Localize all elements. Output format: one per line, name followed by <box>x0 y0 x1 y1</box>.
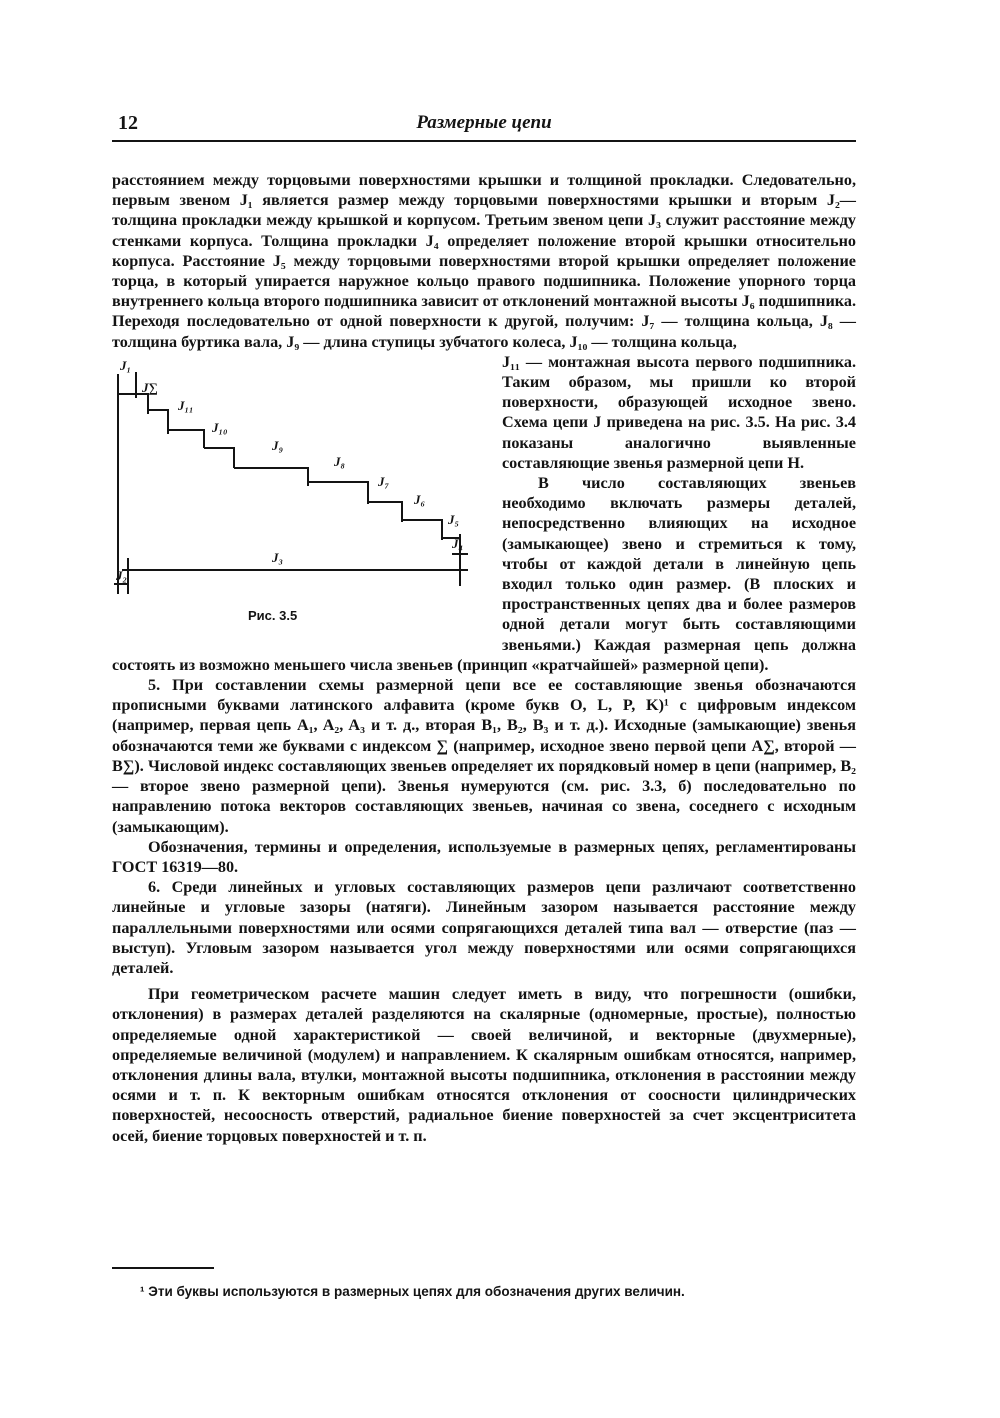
paragraph-3: 5. При составлении схемы размерной цепи все ее составляющие звенья обозначаются прописными буквами латинского алфавита (кроме букв O, L, P, K)¹ с цифровым индексом (например, первая цепь A₁, A₂, A₃ и т. д., вторая B₁, B₂, B₃ и т. д.). Исходные (замыкающие) звенья обозначаются теми же буквами с индексом ∑ (например, исходное звено первой цепи A∑, второй — B∑). Числовой индекс составляющих звеньев определяет их порядковый номер в цепи (например, B₂ — второе звено размерной цепи). Звенья нумеруются (см. рис. 3.3, б) последовательно по направлению потока векторов составляющих звеньев, начиная со звена, соседнего с исходным (замыкающим). <box>112 676 856 836</box>
footnote: ¹ Эти буквы используются в размерных цепях для обозначения других величин. <box>140 1284 685 1299</box>
dimension-chain-diagram <box>112 358 488 633</box>
paragraph-1a: расстоянием между торцовыми поверхностями крышки и толщиной прокладки. Следовательно, первым звеном J₁ является размер между торцовыми поверхностями крышки и вторым J₂—толщина прокладки между крышкой и корпусом. Третьим звеном цепи J₃ служит расстояние между стенками корпуса. Толщина прокладки J₄ определяет положение второй крышки относительно корпуса. Расстояние J₅ между торцовыми поверхностями второй крышки определяет положение торца, в который упирается наружное кольцо правого подшипника. Положение упорного торца внутреннего кольца второго подшипника зависит от отклонений монтажной высоты J₆ подшипника. Переходя последовательно от одной поверхности к другой, получим: J₇ — толщина кольца, J₈ — толщина буртика вала, J₉ — длина ступицы зубчатого колеса, J₁₀ — толщина кольца, <box>112 171 856 351</box>
page-header <box>112 112 856 142</box>
chain-lines <box>114 372 468 594</box>
footnote-rule <box>112 1267 214 1269</box>
label-jsum: J∑ <box>142 379 158 395</box>
body-text <box>112 170 856 1146</box>
paragraph-6: При геометрическом расчете машин следует иметь в виду, что погрешности (ошибки, отклонения) в размерах деталей разделяются на скалярные (одномерные, простые), полностью определяемые одной характеристикой — своей величиной, и векторные (двухмерные), определяемые величиной (модулем) и направлением. К скалярным ошибкам относятся, например, отклонения длины вала, втулки, монтажной высоты подшипника, отклонения в расстоянии между осями и т. п. К векторным ошибкам относятся отклонения от соосности цилиндрических поверхностей, несоосность отверстий, радиальное биение поверхностей за счет эксцентриситета осей, биение торцовых поверхностей и т. п. <box>112 985 856 1145</box>
label-j8: J₈ <box>334 453 346 469</box>
label-j2: J₂ <box>116 567 128 583</box>
label-j10: J₁₀ <box>212 419 228 435</box>
label-j11: J₁₁ <box>178 397 194 413</box>
label-j4: J₄ <box>452 535 464 551</box>
paragraph-4: Обозначения, термины и определения, используемые в размерных цепях, регламентированы ГОСТ 16319—80. <box>112 837 856 876</box>
label-j1: J₁ <box>120 357 132 373</box>
paragraph-1b: J₁₁ — монтажная высота первого подшипника. Таким образом, мы пришли ко второй поверхности, образующей исходное звено. Схема цепи J приведена на рис. 3.5. На рис. 3.4 показаны аналогично выявленные составляющие звенья размерной цепи H. <box>502 352 856 472</box>
label-j7: J₇ <box>378 473 390 489</box>
chain-labels <box>115 358 463 623</box>
header-rule <box>112 140 856 142</box>
figure-3-5 <box>112 358 488 633</box>
running-title: Размерные цепи <box>416 112 552 133</box>
label-j9: J₉ <box>272 437 284 453</box>
label-j3: J₃ <box>272 549 284 565</box>
paragraph-5: 6. Среди линейных и угловых составляющих размеров цепи различают соответственно линейные и угловые зазоры (натяги). Линейным зазором называется расстояние между параллельными поверхностями или осями сопрягающихся деталей типа вал — отверстие (паз — выступ). Угловым зазором называется угол между поверхностями или осями сопрягающихся деталей. <box>112 878 856 977</box>
figure-caption: Рис. 3.5 <box>248 607 298 623</box>
label-j6: J₆ <box>414 491 426 507</box>
page-number: 12 <box>118 112 138 134</box>
paragraph-2: В число составляющих звеньев необходимо включать размеры деталей, непосредственно влияющих на исходное (замыкающее) звено и стремиться к тому, чтобы от каждой детали в линейную цепь входил только один размер. (В плоских и пространственных цепях два и более размеров одной детали могут быть составляющими звеньями.) Каждая размерная цепь должна состоять из возможно меньшего числа звеньев (принцип «кратчайшей» размерной цепи). <box>112 474 856 674</box>
label-j5: J₅ <box>448 511 460 527</box>
